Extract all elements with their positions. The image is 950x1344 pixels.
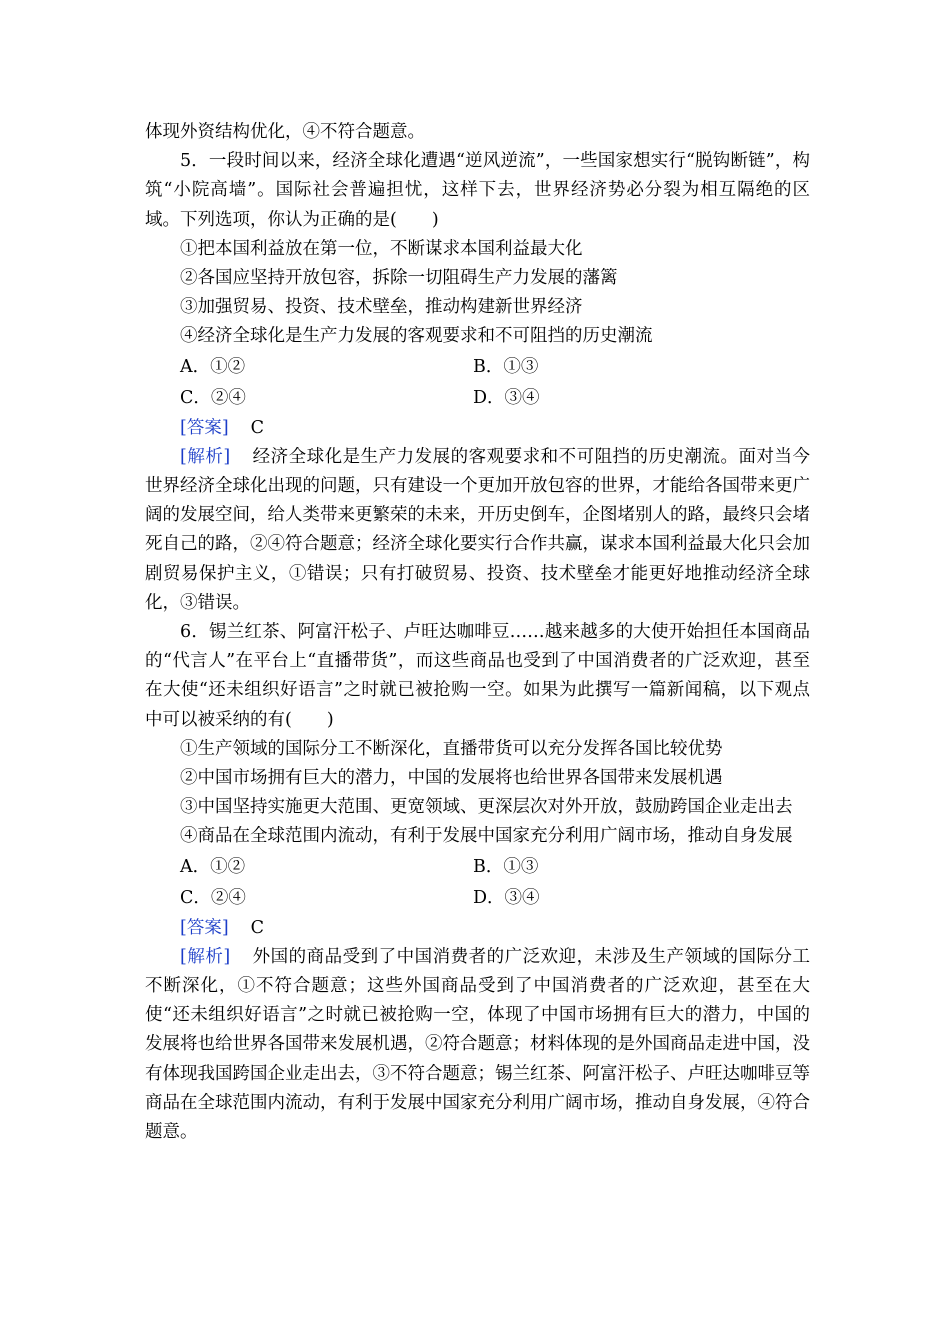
question-6-statement-1: ①生产领域的国际分工不断深化，直播带货可以充分发挥各国比较优势 bbox=[180, 738, 723, 759]
document-page bbox=[145, 118, 810, 1147]
question-5-choice-b: B．①③ bbox=[473, 356, 539, 377]
question-5-choices-row-2 bbox=[145, 383, 810, 414]
question-6-statement-3: ③中国坚持实施更大范围、更宽领域、更深层次对外开放，鼓励跨国企业走出去 bbox=[180, 797, 793, 818]
question-5-statement-3: ③加强贸易、投资、技术壁垒，推动构建新世界经济 bbox=[180, 297, 583, 318]
question-6 bbox=[145, 618, 810, 1147]
analysis-text: 经济全球化是生产力发展的客观要求和不可阻挡的历史潮流。面对当今世界经济全球化出现的问题，只有建设一个更加开放包容的世界，才能给各国带来更广阔的发展空间，给人类带来更繁荣的未来，开历史倒车，企图堵别人的路，最终只会堵死自己的路，②④符合题意；经济全球化要实行合作共赢，谋求本国利益最大化只会加剧贸易保护主义，①错误；只有打破贸易、投资、技术壁垒才能更好地推动经济全球化，③错误。 bbox=[145, 446, 811, 613]
question-6-choice-c: C．②④ bbox=[180, 887, 246, 908]
question-6-choices-row-1 bbox=[145, 852, 810, 883]
question-5-answer bbox=[145, 414, 810, 443]
question-5-choice-d: D．③④ bbox=[473, 387, 540, 408]
analysis-tag: [解析] bbox=[180, 446, 231, 467]
question-6-answer bbox=[145, 914, 810, 943]
question-6-choice-d: D．③④ bbox=[473, 887, 540, 908]
answer-value: C bbox=[250, 417, 265, 438]
analysis-tag: [解析] bbox=[180, 946, 231, 967]
question-6-stem: 6．锡兰红茶、阿富汗松子、卢旺达咖啡豆……越来越多的大使开始担任本国商品的“代言人”在平台上“直播带货”，而这些商品也受到了中国消费者的广泛欢迎，甚至在大使“还未组织好语言”之时就已被抢购一空。如果为此撰写一篇新闻稿，以下观点中可以被采纳的有( ) bbox=[145, 622, 810, 730]
question-5-choices-row-1 bbox=[145, 352, 810, 383]
question-6-choices-row-2 bbox=[145, 883, 810, 914]
question-5-statement-4: ④经济全球化是生产力发展的客观要求和不可阻挡的历史潮流 bbox=[180, 326, 653, 347]
answer-value: C bbox=[250, 917, 265, 938]
intro-line: 体现外资结构优化，④不符合题意。 bbox=[145, 122, 425, 142]
analysis-text: 外国的商品受到了中国消费者的广泛欢迎，未涉及生产领域的国际分工不断深化，①不符合题意；这些外国商品受到了中国消费者的广泛欢迎，甚至在大使“还未组织好语言”之时就已被抢购一空，体现了中国市场拥有巨大的潜力，中国的发展将也给世界各国带来发展机遇，②符合题意；材料体现的是外国商品走进中国，没有体现我国跨国企业走出去，③不符合题意；锡兰红茶、阿富汗松子、卢旺达咖啡豆等商品在全球范围内流动，有利于发展中国家充分利用广阔市场，推动自身发展，④符合题意。 bbox=[145, 946, 811, 1143]
question-6-statement-4: ④商品在全球范围内流动，有利于发展中国家充分利用广阔市场，推动自身发展 bbox=[180, 826, 793, 847]
answer-tag: [答案] bbox=[180, 417, 229, 438]
question-5-statement-2: ②各国应坚持开放包容，拆除一切阻碍生产力发展的藩篱 bbox=[180, 268, 618, 289]
question-5-choice-a: A．①② bbox=[180, 356, 246, 377]
answer-tag: [答案] bbox=[180, 917, 229, 938]
question-5-analysis bbox=[145, 443, 810, 618]
question-6-analysis bbox=[145, 943, 810, 1147]
question-6-choice-b: B．①③ bbox=[473, 856, 539, 877]
question-5-choice-c: C．②④ bbox=[180, 387, 246, 408]
question-5 bbox=[145, 147, 810, 618]
question-5-stem: 5．一段时间以来，经济全球化遭遇“逆风逆流”，一些国家想实行“脱钩断链”，构筑“小院高墙”。国际社会普遍担忧，这样下去，世界经济势必分裂为相互隔绝的区域。下列选项，你认为正确的是( ) bbox=[145, 151, 810, 230]
question-5-statement-1: ①把本国利益放在第一位，不断谋求本国利益最大化 bbox=[180, 238, 583, 259]
question-6-statement-2: ②中国市场拥有巨大的潜力，中国的发展将也给世界各国带来发展机遇 bbox=[180, 768, 723, 789]
question-6-choice-a: A．①② bbox=[180, 856, 246, 877]
